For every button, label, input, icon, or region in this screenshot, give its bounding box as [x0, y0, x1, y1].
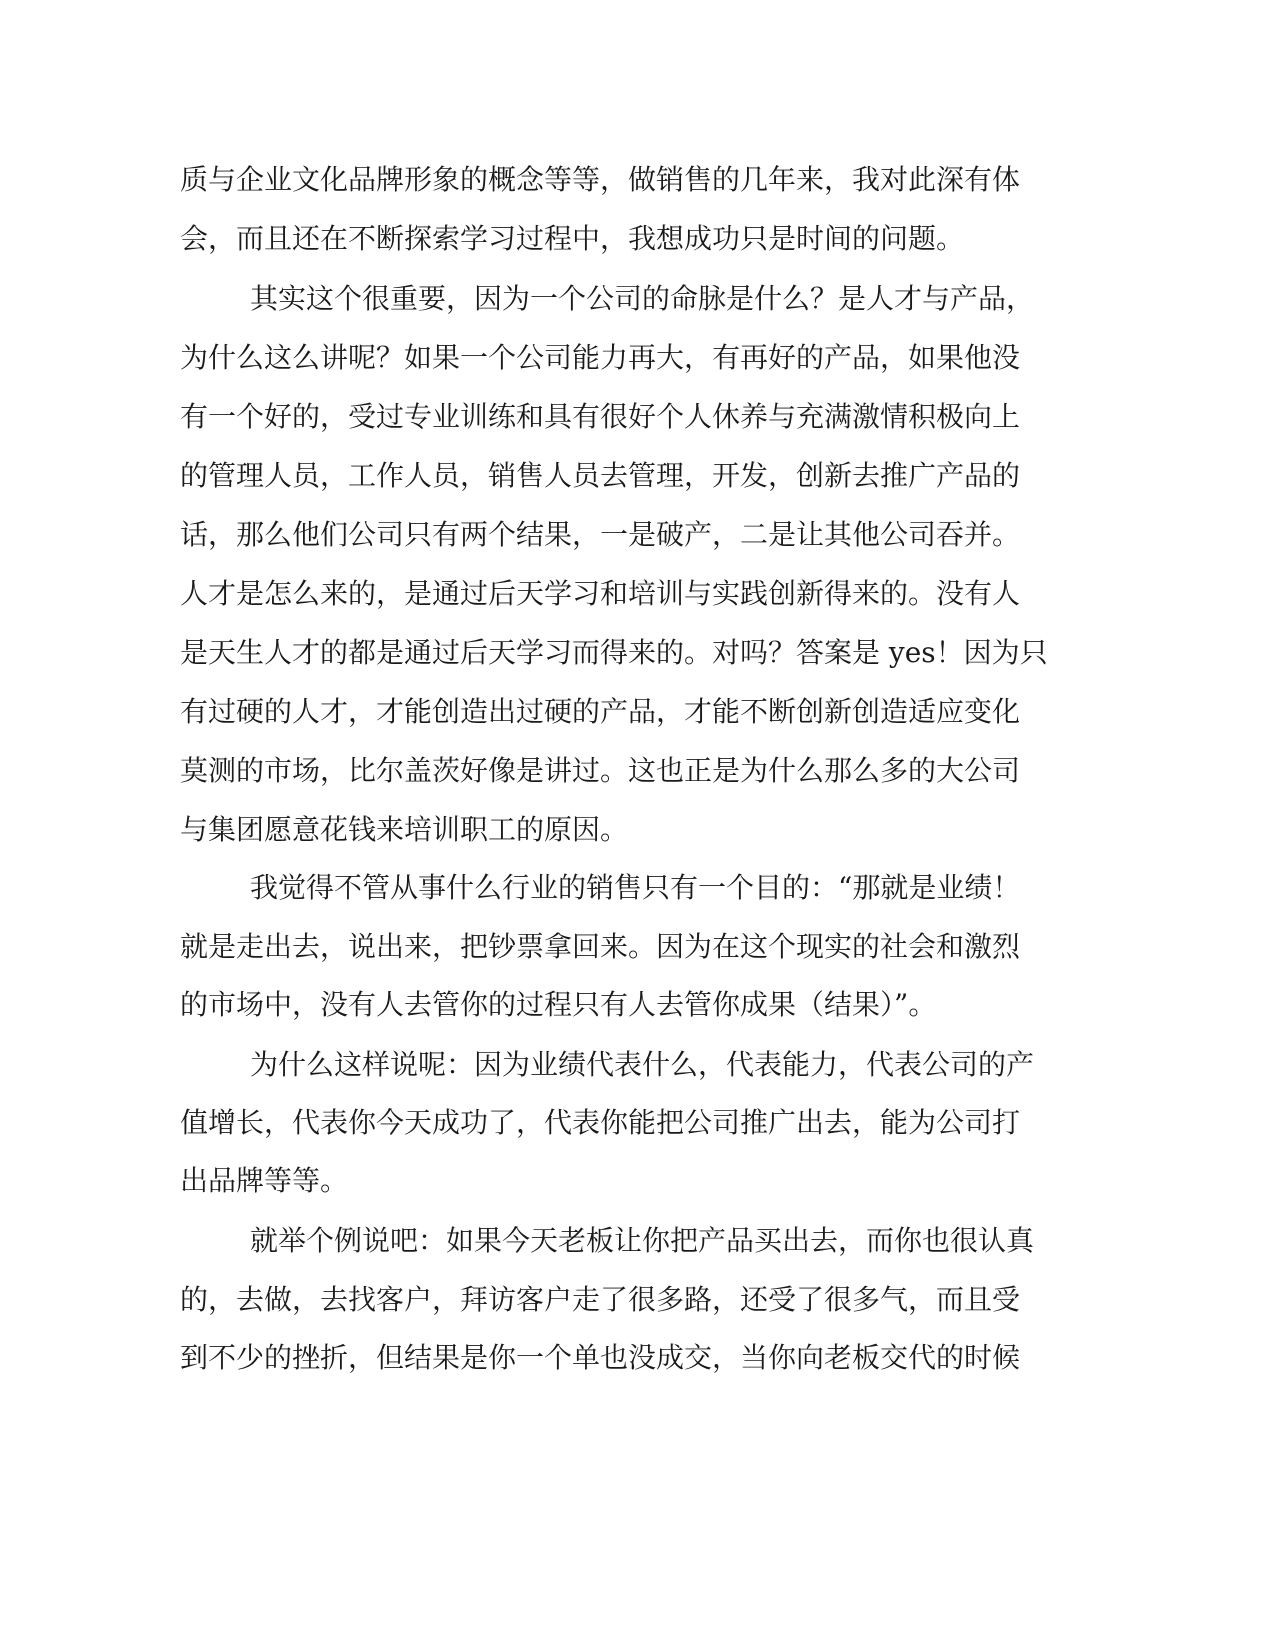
text-line: 值增长，代表你今天成功了，代表你能把公司推广出去，能为公司打	[180, 1106, 1021, 1139]
text-line: 我觉得不管从事什么行业的销售只有一个目的：“那就是业绩！	[250, 871, 1021, 904]
text-line: 就举个例说吧：如果今天老板让你把产品买出去，而你也很认真	[250, 1224, 1035, 1257]
text-line: 的市场中，没有人去管你的过程只有人去管你成果（结果）”。	[180, 988, 937, 1021]
text-line: 质与企业文化品牌形象的概念等等，做销售的几年来，我对此深有体	[180, 163, 1021, 196]
text-line: 话，那么他们公司只有两个结果，一是破产，二是让其他公司吞并。	[180, 518, 1021, 551]
text-line: 与集团愿意花钱来培训职工的原因。	[180, 813, 629, 846]
text-line: 为什么这样说呢：因为业绩代表什么，代表能力，代表公司的产	[250, 1048, 1035, 1081]
text-line: 有一个好的，受过专业训练和具有很好个人休养与充满激情积极向上	[180, 400, 1021, 433]
text-line: 就是走出去，说出来，把钞票拿回来。因为在这个现实的社会和激烈	[180, 930, 1021, 963]
text-line: 的管理人员，工作人员，销售人员去管理，开发，创新去推广产品的	[180, 459, 1021, 492]
text-line: 其实这个很重要，因为一个公司的命脉是什么？是人才与产品，	[250, 282, 1035, 315]
text-line: 的，去做，去找客户，拜访客户走了很多路，还受了很多气，而且受	[180, 1283, 1021, 1316]
text-line: 有过硬的人才，才能创造出过硬的产品，才能不断创新创造适应变化	[180, 695, 1021, 728]
text-line: 到不少的挫折，但结果是你一个单也没成交，当你向老板交代的时候	[180, 1341, 1021, 1374]
text-line: 会，而且还在不断探索学习过程中，我想成功只是时间的问题。	[180, 222, 965, 255]
text-line: 莫测的市场，比尔盖茨好像是讲过。这也正是为什么那么多的大公司	[180, 754, 1021, 787]
text-line: 是天生人才的都是通过后天学习而得来的。对吗？答案是 yes！因为只	[180, 636, 1048, 669]
text-line: 人才是怎么来的，是通过后天学习和培训与实践创新得来的。没有人	[180, 577, 1021, 610]
text-line: 为什么这么讲呢？如果一个公司能力再大，有再好的产品，如果他没	[180, 341, 1021, 374]
text-line: 出品牌等等。	[180, 1164, 349, 1197]
